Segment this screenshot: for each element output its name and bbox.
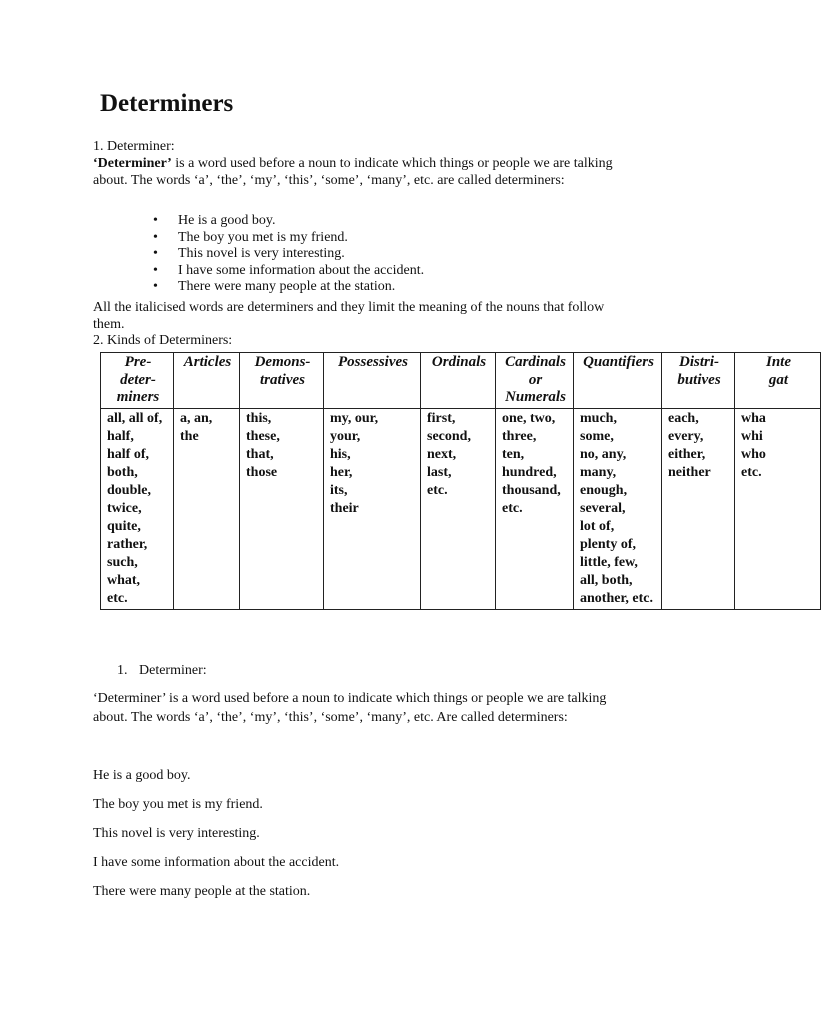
determiners-table bbox=[100, 352, 821, 610]
table-cell bbox=[174, 408, 240, 609]
table-cell bbox=[496, 408, 574, 609]
bullet-text: This novel is very interesting. bbox=[178, 246, 345, 261]
table-cell bbox=[324, 408, 421, 609]
header-text: deter- bbox=[120, 371, 156, 388]
table-column-header bbox=[174, 353, 240, 409]
cell-item: second, bbox=[427, 428, 471, 444]
header-text: butives bbox=[677, 371, 721, 388]
cell-item: double, bbox=[107, 482, 151, 498]
header-text: Ordinals bbox=[431, 354, 487, 370]
table-cell bbox=[574, 408, 662, 609]
cell-item: such, bbox=[107, 554, 138, 570]
cell-item: one, two, bbox=[502, 410, 556, 426]
cell-item: etc. bbox=[107, 590, 128, 606]
cell-item: lot of, bbox=[580, 518, 615, 534]
cell-item: another, etc. bbox=[580, 590, 653, 606]
cell-item: last, bbox=[427, 464, 452, 480]
cell-item: my, our, bbox=[330, 410, 379, 426]
header-text: Pre- bbox=[124, 354, 152, 370]
table-column-header bbox=[662, 353, 735, 409]
table-column-header bbox=[240, 353, 324, 409]
header-text: Demons- bbox=[254, 354, 311, 370]
definition-term: ‘Determiner’ bbox=[93, 156, 172, 171]
cell-item: three, bbox=[502, 428, 537, 444]
determiners-table-image bbox=[100, 352, 791, 606]
cell-item: these, bbox=[246, 428, 280, 444]
table-column-header bbox=[574, 353, 662, 409]
bullet-text: The boy you met is my friend. bbox=[178, 230, 348, 245]
bullet-icon: • bbox=[153, 263, 158, 278]
header-text: Numerals bbox=[505, 389, 566, 405]
section-2-heading: 2. Kinds of Determiners: bbox=[93, 333, 233, 348]
header-text: Possessives bbox=[338, 354, 408, 370]
header-text: Quantifiers bbox=[583, 354, 654, 370]
table-cell bbox=[421, 408, 496, 609]
bullet-icon: • bbox=[153, 213, 158, 228]
cell-item: half of, bbox=[107, 446, 149, 462]
cell-item: next, bbox=[427, 446, 457, 462]
example-sentence: There were many people at the station. bbox=[93, 884, 311, 899]
cell-item: each, bbox=[668, 410, 699, 426]
table-column-header bbox=[496, 353, 574, 409]
example-sentence: He is a good boy. bbox=[93, 768, 191, 783]
definition-2-line-1: ‘Determiner’ is a word used before a noun to indicate which things or people we are talking bbox=[93, 691, 607, 706]
cell-item: every, bbox=[668, 428, 704, 444]
cell-item: little, few, bbox=[580, 554, 638, 570]
cell-item: etc. bbox=[427, 482, 448, 498]
cell-item: thousand, bbox=[502, 482, 561, 498]
cell-item: this, bbox=[246, 410, 272, 426]
cell-item: the bbox=[180, 428, 199, 444]
table-cell bbox=[240, 408, 324, 609]
cell-item: many, bbox=[580, 464, 617, 480]
cell-item: those bbox=[246, 464, 278, 480]
cell-item: plenty of, bbox=[580, 536, 636, 552]
header-text: gat bbox=[768, 371, 789, 388]
cell-item: rather, bbox=[107, 536, 148, 552]
bullet-icon: • bbox=[153, 230, 158, 245]
cell-item: her, bbox=[330, 464, 353, 480]
cell-item: both, bbox=[107, 464, 138, 480]
cell-item: quite, bbox=[107, 518, 141, 534]
cell-item: twice, bbox=[107, 500, 142, 516]
cell-item: all, all of, bbox=[107, 410, 163, 426]
cell-item: who bbox=[741, 446, 766, 462]
page-title: Determiners bbox=[100, 90, 234, 117]
note-line-2: them. bbox=[93, 317, 125, 332]
cell-item: that, bbox=[246, 446, 274, 462]
cell-item: a, an, bbox=[180, 410, 213, 426]
table-column-header bbox=[421, 353, 496, 409]
section-3-heading-text: Determiner: bbox=[139, 663, 207, 678]
bullet-text: He is a good boy. bbox=[178, 213, 276, 228]
cell-item: first, bbox=[427, 410, 456, 426]
table-column-header bbox=[324, 353, 421, 409]
list-number: 1. bbox=[117, 663, 128, 678]
example-sentence: This novel is very interesting. bbox=[93, 826, 260, 841]
cell-item: no, any, bbox=[580, 446, 627, 462]
cell-item: wha bbox=[741, 410, 766, 426]
bullet-icon: • bbox=[153, 279, 158, 294]
bullet-text: I have some information about the accident. bbox=[178, 263, 425, 278]
cell-item: whi bbox=[741, 428, 763, 444]
cell-item: enough, bbox=[580, 482, 628, 498]
section-1-heading: 1. Determiner: bbox=[93, 139, 175, 154]
cell-item: neither bbox=[668, 464, 711, 480]
cell-item: what, bbox=[107, 572, 141, 588]
table-cell bbox=[101, 408, 174, 609]
table-header-row bbox=[101, 353, 821, 409]
definition-2-line-2: about. The words ‘a’, ‘the’, ‘my’, ‘this’, ‘some’, ‘many’, etc. Are called determiners: bbox=[93, 710, 568, 725]
cell-item: etc. bbox=[741, 464, 762, 480]
bullet-text: There were many people at the station. bbox=[178, 279, 396, 294]
definition-text: is a word used before a noun to indicate which things or people we are talking bbox=[171, 156, 613, 171]
cell-item: your, bbox=[330, 428, 361, 444]
table-column-header bbox=[101, 353, 174, 409]
header-text: Cardinals bbox=[505, 354, 566, 370]
table-cell bbox=[662, 408, 735, 609]
cell-item: all, both, bbox=[580, 572, 633, 588]
bullet-icon: • bbox=[153, 246, 158, 261]
header-text: or bbox=[528, 371, 543, 388]
header-text: miners bbox=[116, 389, 160, 405]
cell-item: its, bbox=[330, 482, 348, 498]
example-sentence: The boy you met is my friend. bbox=[93, 797, 263, 812]
cell-item: some, bbox=[580, 428, 614, 444]
cell-item: half, bbox=[107, 428, 134, 444]
header-text: Articles bbox=[183, 354, 232, 370]
cell-item: much, bbox=[580, 410, 617, 426]
cell-item: etc. bbox=[502, 500, 523, 516]
cell-item: his, bbox=[330, 446, 351, 462]
table-cell bbox=[735, 408, 821, 609]
cell-item: hundred, bbox=[502, 464, 557, 480]
definition-line-2: about. The words ‘a’, ‘the’, ‘my’, ‘this’, ‘some’, ‘many’, etc. are called determiners: bbox=[93, 173, 565, 188]
cell-item: several, bbox=[580, 500, 626, 516]
table-row bbox=[101, 408, 821, 609]
header-text: Distri- bbox=[678, 354, 719, 370]
header-text: tratives bbox=[260, 371, 305, 388]
cell-item: ten, bbox=[502, 446, 525, 462]
cell-item: either, bbox=[668, 446, 706, 462]
definition-line-1 bbox=[93, 156, 613, 172]
header-text: Inte bbox=[765, 354, 791, 370]
note-line-1: All the italicised words are determiners and they limit the meaning of the nouns that follow bbox=[93, 300, 605, 315]
cell-item: their bbox=[330, 500, 359, 516]
table-column-header bbox=[735, 353, 821, 409]
example-sentence: I have some information about the accident. bbox=[93, 855, 340, 870]
